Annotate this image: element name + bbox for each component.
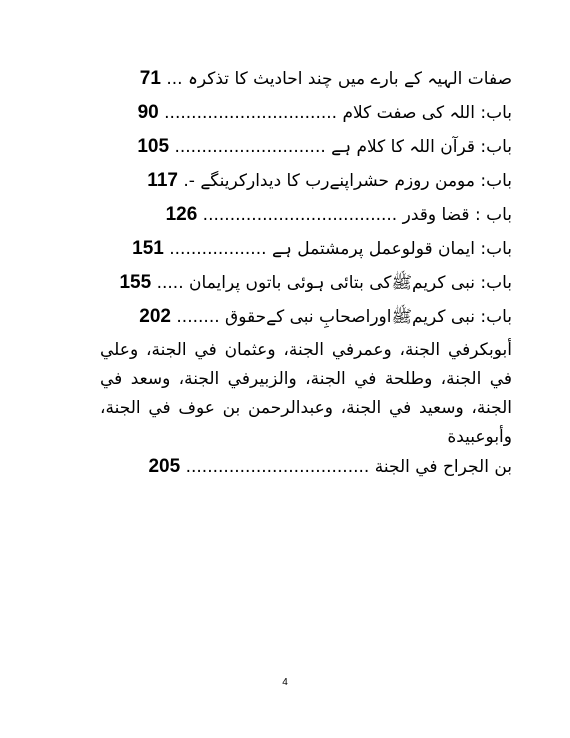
toc-entry: [100, 62, 512, 96]
toc-paragraph-text: أبوبكرفي الجنة، وعمرفي الجنة، وعثمان في الجنة، وعلي في الجنة، وطلحة في الجنة، والزبيرفي الجنة، وسعد في الجنة، وسعيد في الجنة، وعبدالرحمن بن عوف في الجنة، وأبوعبيدة: [100, 340, 512, 447]
toc-entry-leader: ..................................: [185, 457, 370, 477]
toc-entry-leader: ........: [176, 307, 220, 327]
toc-paragraph-last-line: [100, 452, 512, 482]
toc-entry-leader: ....................................: [202, 205, 398, 225]
toc-entry-leader: ................................: [164, 103, 338, 123]
toc-entry-title: باب: قرآن اللہ کا کلام ہے: [331, 137, 512, 157]
toc-paragraph-last-title: بن الجراح في الجنة: [374, 457, 512, 477]
toc-entry-leader: -.: [183, 171, 195, 191]
toc-entry: [100, 130, 512, 164]
toc-entry-title: باب: اللہ کی صفت کلام: [342, 103, 512, 123]
toc-entry-title: باب: ایمان قولوعمل پرمشتمل ہے: [271, 239, 512, 259]
toc-entry: [100, 96, 512, 130]
toc-entry-page: 155: [119, 272, 152, 293]
toc-entry-title: باب: نبی کریمﷺاوراصحابِ نبی کےحقوق: [225, 307, 512, 327]
toc-entry-page: 205: [148, 456, 181, 477]
toc-entry-title: باب : قضا وقدر: [402, 205, 512, 225]
toc-entry-leader: ...: [166, 69, 183, 89]
toc-entry-page: 105: [137, 136, 170, 157]
toc-entry-title: باب: مومن روزم حشراپنےرب کا دیدارکرینگے: [200, 171, 512, 191]
toc-entry: [100, 232, 512, 266]
toc-entry-leader: ............................: [174, 137, 326, 157]
toc-entry-leader: ..................: [169, 239, 267, 259]
toc-entry-leader: .....: [156, 273, 184, 293]
toc-entry-page: 151: [132, 238, 164, 259]
table-of-contents: [100, 62, 512, 482]
toc-entry-title: صفات الہیہ کے بارے میں چند احادیث کا تذکرہ: [187, 69, 512, 89]
toc-entry-page: 126: [165, 204, 198, 225]
toc-entry: [100, 198, 512, 232]
page-number: 4: [282, 677, 288, 688]
toc-entry-page: 71: [139, 68, 161, 89]
toc-entry: [100, 300, 512, 334]
toc-entry-page: 117: [147, 170, 178, 191]
toc-entry-title: باب: نبی کریمﷺکی بتائی ہوئی باتوں پرایمان: [189, 273, 512, 293]
toc-entry-page: 202: [139, 306, 171, 327]
toc-entry: [100, 266, 512, 300]
toc-entry: [100, 164, 512, 198]
toc-entry-page: 90: [137, 102, 159, 123]
toc-entry-paragraph: [100, 336, 512, 482]
